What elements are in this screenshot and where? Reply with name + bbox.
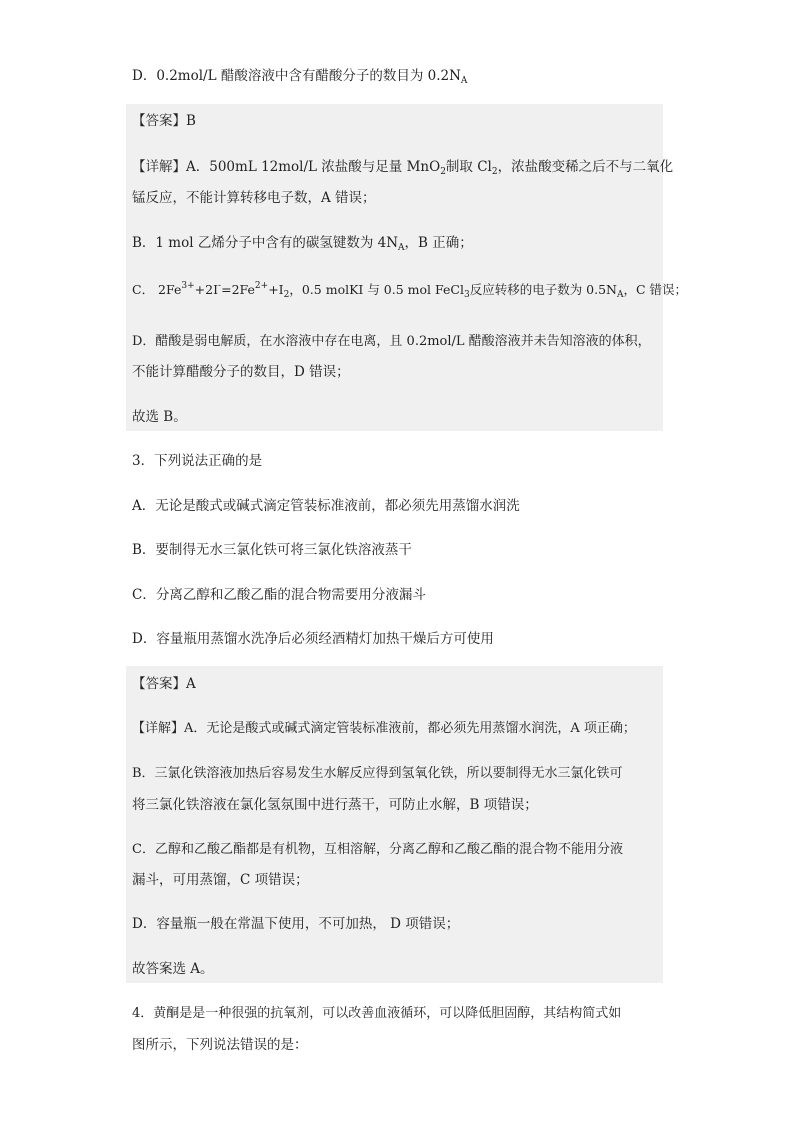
subscript: 2 xyxy=(283,290,290,300)
q3-conclusion: 故答案选 A。 xyxy=(132,961,214,977)
q4-stem-line2: 图所示，下列说法错误的是： xyxy=(132,1037,308,1053)
text-run: C． 2Fe xyxy=(132,282,182,297)
q2-conclusion: 故选 B。 xyxy=(132,409,187,425)
text-run: B．1 mol 乙烯分子中含有的碳氢键数为 4N xyxy=(132,235,399,251)
text-run: +2I xyxy=(194,282,219,297)
q2-detail-d-line1: D．醋酸是弱电解质，在水溶液中存在电离，且 0.2mol/L 醋酸溶液并未告知溶液的体积， xyxy=(132,334,651,349)
text-run: 【详解】A．500mL 12mol/L 浓盐酸与足量 MnO xyxy=(132,159,441,175)
q3-answer-box xyxy=(126,666,663,983)
text-run: 反应转移的电子数为 0.5N xyxy=(469,282,617,297)
q3-option-d: D．容量瓶用蒸馏水洗净后必须经酒精灯加热干燥后方可使用 xyxy=(132,631,494,647)
q2-detail-c xyxy=(132,280,687,300)
text-run: =2Fe xyxy=(221,282,255,297)
subscript: 3 xyxy=(463,290,470,300)
text-run: ，B 正确； xyxy=(404,235,473,251)
text-run: 制取 Cl xyxy=(445,159,492,175)
q3-option-c: C．分离乙醇和乙酸乙酯的混合物需要用分液漏斗 xyxy=(132,587,426,603)
subscript: A xyxy=(460,76,468,86)
q2-detail-d-line2: 不能计算醋酸分子的数目，D 错误； xyxy=(132,364,350,380)
text-run: +I xyxy=(268,282,284,297)
q3-option-a: A．无论是酸式或碱式滴定管装标准液前，都必须先用蒸馏水润洗 xyxy=(132,498,520,514)
subscript: 2 xyxy=(491,167,498,177)
q2-option-d-text: D．0.2mol/L 醋酸溶液中含有醋酸分子的数目为 0.2N xyxy=(132,68,461,84)
q3-detail-b-line2: 将三氯化铁溶液在氯化氢氛围中进行蒸干，可防止水解，B 项错误； xyxy=(132,797,538,813)
q2-detail-a-line1 xyxy=(132,157,673,177)
text-run: ，0.5 molKI 与 0.5 mol FeCl xyxy=(289,282,464,297)
subscript: A xyxy=(398,243,405,253)
q3-stem: 3．下列说法正确的是 xyxy=(132,453,263,469)
q3-detail-a: 【详解】A．无论是酸式或碱式滴定管装标准液前，都必须先用蒸馏水润洗，A 项正确； xyxy=(132,721,636,736)
superscript: 2+ xyxy=(254,281,269,291)
q3-detail-b-line1: B．三氯化铁溶液加热后容易发生水解反应得到氢氧化铁，所以要制得无水三氯化铁可 xyxy=(132,766,623,781)
q4-stem-line1: 4．黄酮是是一种很强的抗氧剂，可以改善血液循环，可以降低胆固醇，其结构简式如 xyxy=(132,1006,622,1021)
q2-detail-a-line2: 锰反应，不能计算转移电子数，A 错误； xyxy=(132,190,376,206)
q2-option-d xyxy=(132,66,467,86)
q3-detail-c-line2: 漏斗，可用蒸馏，C 项错误； xyxy=(132,872,309,888)
superscript: 3+ xyxy=(181,281,195,291)
q2-answer: 【答案】B xyxy=(132,113,196,129)
q3-answer: 【答案】A xyxy=(132,676,196,692)
superscript: - xyxy=(218,281,222,291)
text-run: ，浓盐酸变稀之后不与二氧化 xyxy=(497,159,674,175)
subscript: A xyxy=(617,290,624,300)
q2-detail-b xyxy=(132,233,473,253)
text-run: ，C 错误； xyxy=(623,282,688,297)
q3-detail-d: D．容量瓶一般在常温下使用，不可加热， D 项错误； xyxy=(132,916,460,932)
subscript: 2 xyxy=(440,167,446,177)
q3-option-b: B．要制得无水三氯化铁可将三氯化铁溶液蒸干 xyxy=(132,542,412,558)
q3-detail-c-line1: C．乙醇和乙酸乙酯都是有机物，互相溶解，分离乙醇和乙酸乙酯的混合物不能用分液 xyxy=(132,842,623,857)
